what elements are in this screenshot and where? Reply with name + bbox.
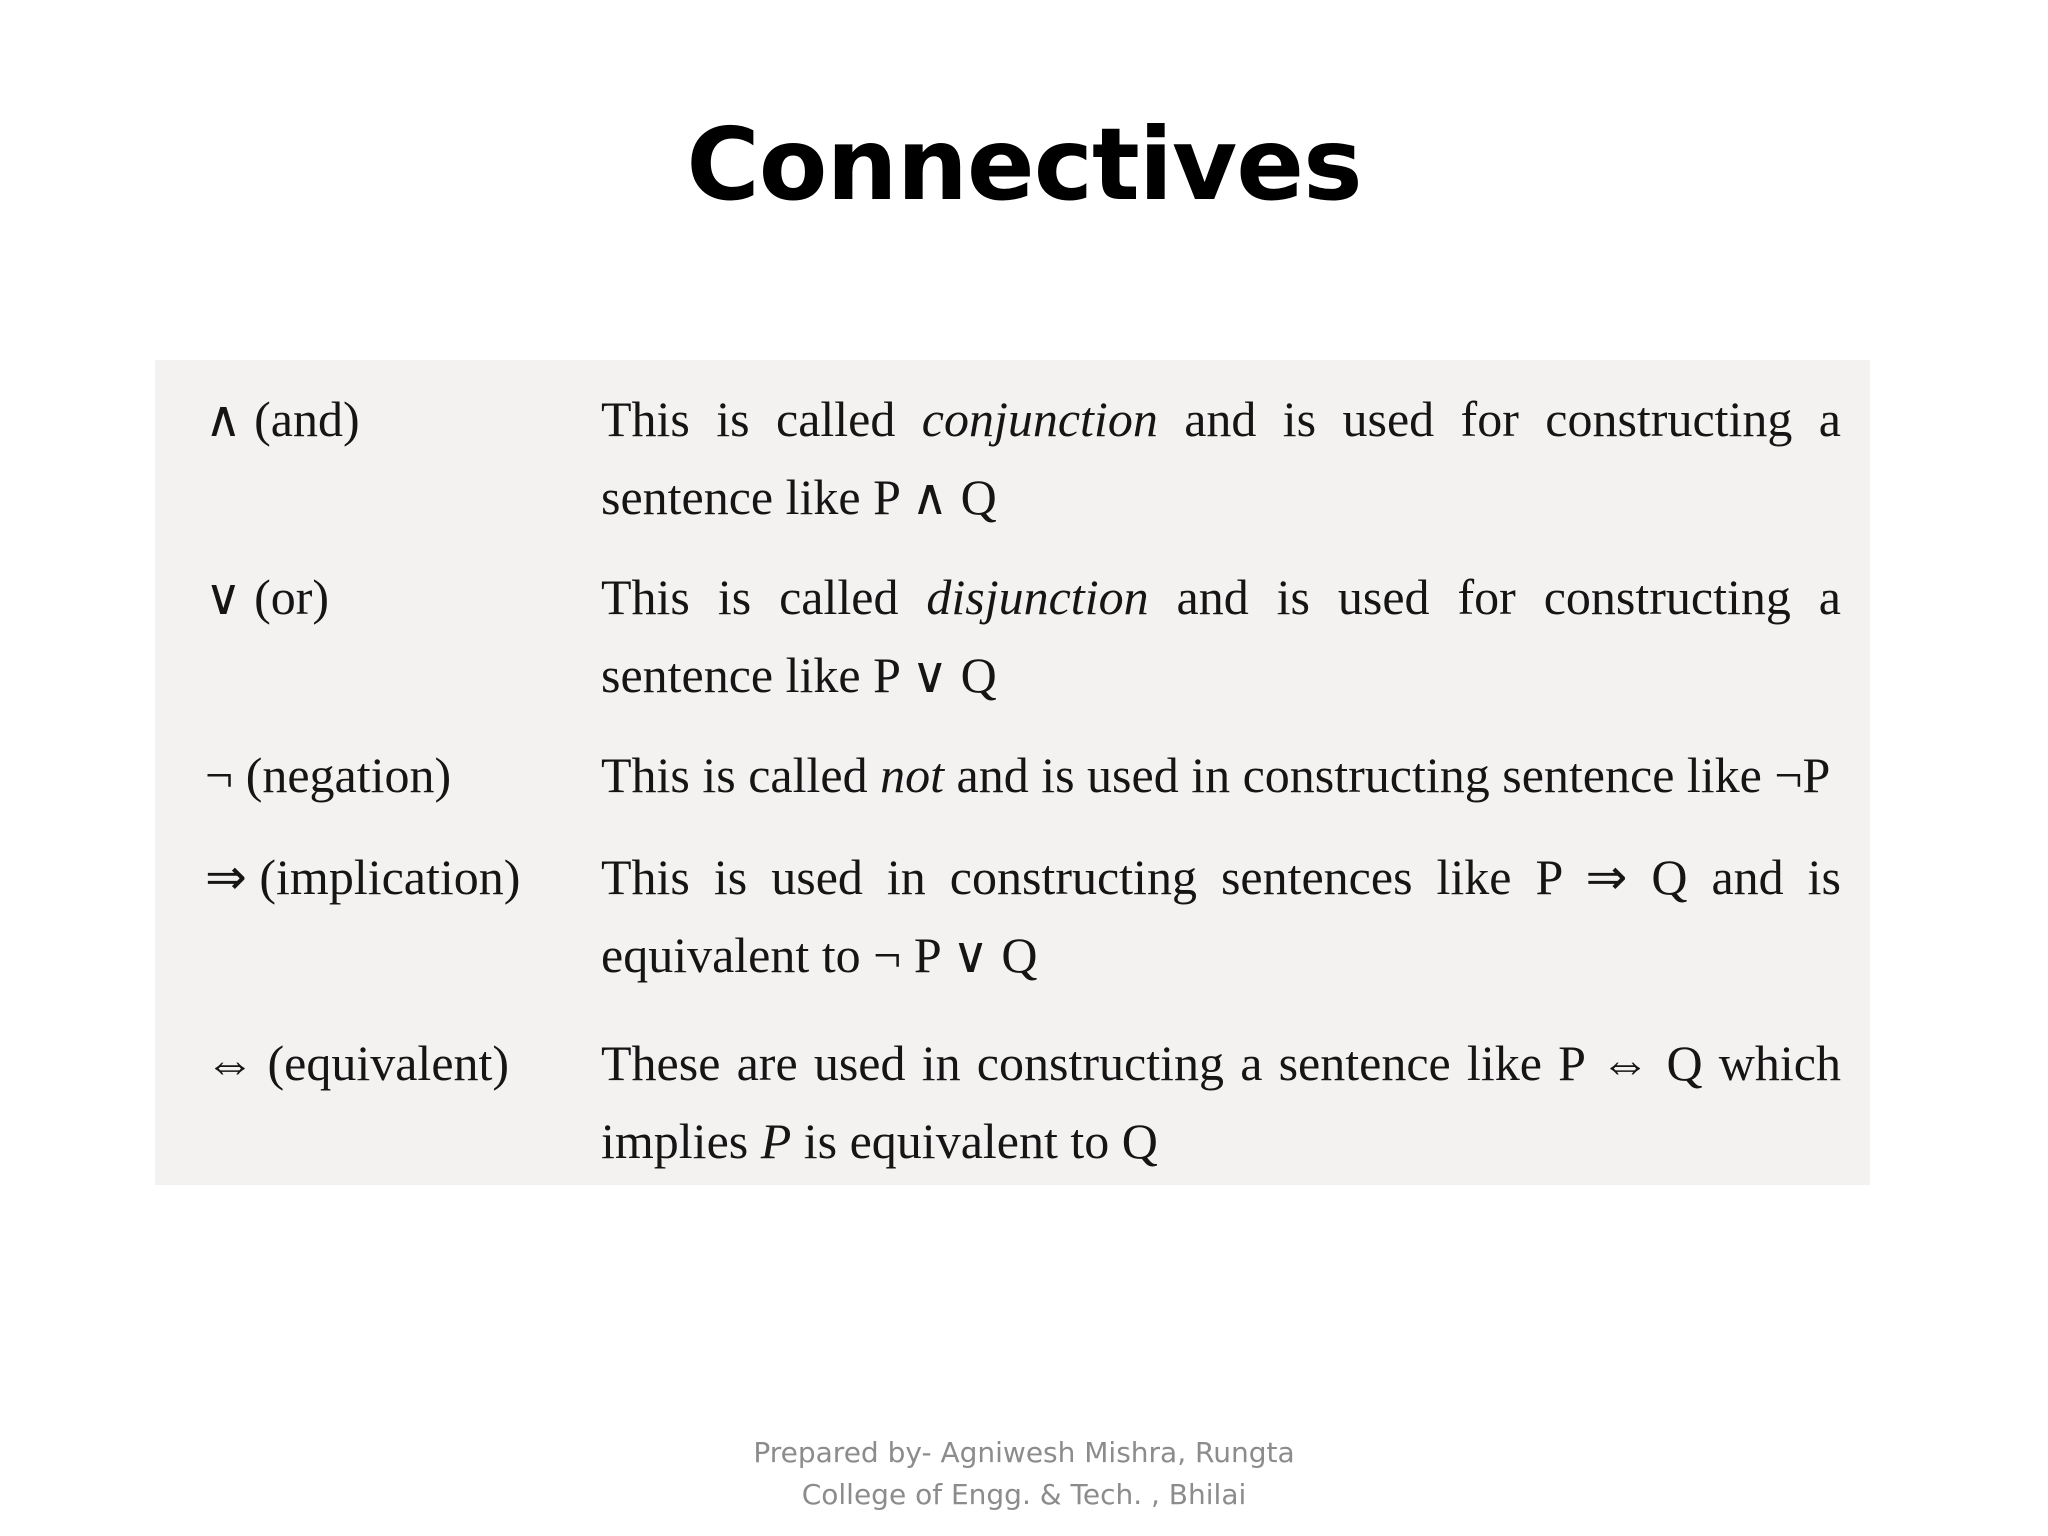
slide-title: Connectives <box>686 106 1362 223</box>
connective-symbol: ⇒ (implication) <box>205 849 521 905</box>
connective-description: This is used in constructing sentences like P ⇒ Q and is equivalent to ¬ P ∨ Q <box>601 849 1841 983</box>
connective-symbol: ∨ (or) <box>205 569 330 625</box>
connective-description: These are used in constructing a sentence like P ⇔ Q which implies P is equivalent to Q <box>601 1035 1841 1169</box>
footer-line-2: College of Engg. & Tech. , Bhilai <box>801 1478 1247 1511</box>
scanned-connectives-table <box>155 360 1870 1185</box>
slide-footer <box>0 1432 2048 1516</box>
connective-description: This is called disjunction and is used for constructing a sentence like P ∨ Q <box>601 569 1841 703</box>
connective-description: This is called conjunction and is used for constructing a sentence like P ∧ Q <box>601 391 1841 525</box>
footer-line-1: Prepared by- Agniwesh Mishra, Rungta <box>753 1436 1295 1469</box>
connective-symbol: ⇔ (equivalent) <box>205 1035 510 1091</box>
connective-description: This is called not and is used in constructing sentence like ¬P <box>601 747 1831 803</box>
connective-symbol: ¬ (negation) <box>205 747 452 803</box>
connective-symbol: ∧ (and) <box>205 391 360 447</box>
